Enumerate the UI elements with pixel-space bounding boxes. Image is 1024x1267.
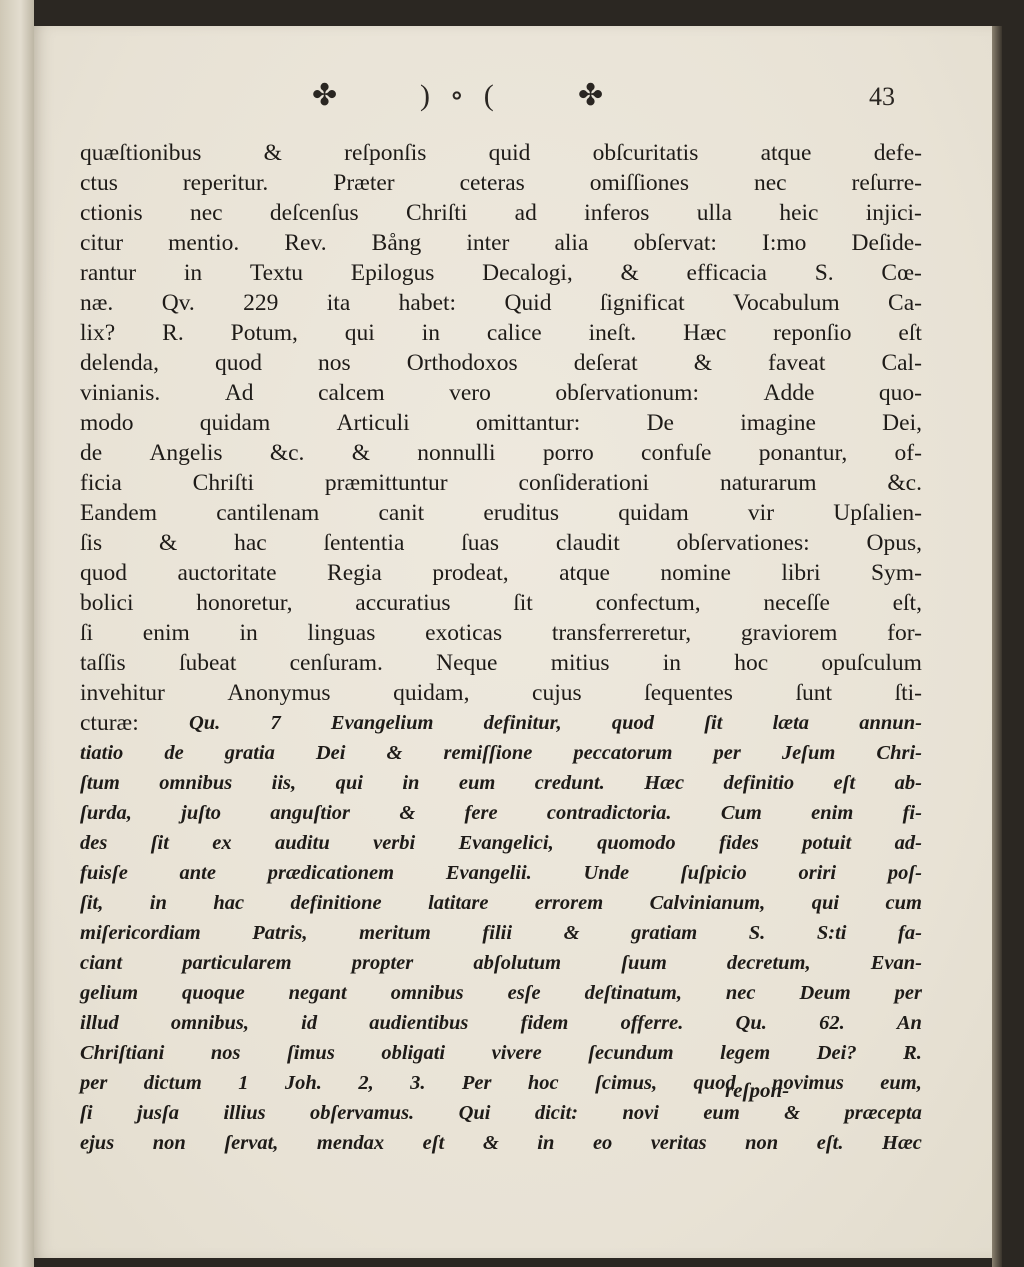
fleuron-left-icon: ✤ — [312, 79, 338, 112]
text-line: ſtum omnibus iis, qui in eum credunt. Hæc definitio eſt ab- — [80, 772, 922, 794]
text-line: ſi enim in linguas exoticas transferreretur, graviorem for- — [80, 620, 922, 646]
text-line: ctus reperitur. Præter ceteras omiſſiones nec reſurre- — [80, 170, 922, 196]
text-line: invehitur Anonymus quidam, cujus ſequentes ſunt ſti- — [80, 680, 922, 706]
previous-page-edge — [0, 0, 34, 1267]
text-line: ejus non ſervat, mendax eſt & in eo veritas non eſt. Hæc — [80, 1132, 922, 1154]
text-line: ſit, in hac definitione latitare errorem Calvinianum, qui cum — [80, 892, 922, 914]
text-line: per dictum 1 Joh. 2, 3. Per hoc ſcimus, quod novimus eum, — [80, 1072, 922, 1094]
text-line: taſſis ſubeat cenſuram. Neque mitius in hoc opuſculum — [80, 650, 922, 676]
text-line: miſericordiam Patris, meritum filii & gratiam S. S:ti fa- — [80, 922, 922, 944]
text-line: Eandem cantilenam canit eruditus quidam vir Upſalien- — [80, 500, 922, 526]
text-line: ficia Chriſti præmittuntur conſiderationi naturarum &c. — [80, 470, 922, 496]
text-line: vinianis. Ad calcem vero obſervationum: Adde quo- — [80, 380, 922, 406]
running-header — [300, 78, 920, 118]
text-line: rantur in Textu Epilogus Decalogi, & efficacia S. Cœ- — [80, 260, 922, 286]
text-line: quæſtionibus & reſponſis quid obſcuritatis atque defe- — [80, 140, 922, 166]
text-line: ſurda, juſto anguſtior & fere contradictoria. Cum enim fi- — [80, 802, 922, 824]
text-line: de Angelis &c. & nonnulli porro confuſe ponantur, of- — [80, 440, 922, 466]
text-line: gelium quoque negant omnibus esſe deſtinatum, nec Deum per — [80, 982, 922, 1004]
page-body-text — [80, 138, 922, 1158]
text-line: modo quidam Articuli omittantur: De imagine Dei, — [80, 410, 922, 436]
text-line: des ſit ex auditu verbi Evangelici, quomodo fides potuit ad- — [80, 832, 922, 854]
page-right-edge — [992, 26, 1002, 1267]
text-line: næ. Qv. 229 ita habet: Quid ſignificat Vocabulum Ca- — [80, 290, 922, 316]
text-line: delenda, quod nos Orthodoxos deſerat & faveat Cal- — [80, 350, 922, 376]
text-line: cturæ: Qu. 7 Evangelium definitur, quod ſit læta annun- — [80, 710, 922, 736]
text-line: lix? R. Potum, qui in calice ineſt. Hæc reponſio eſt — [80, 320, 922, 346]
text-line: quod auctoritate Regia prodeat, atque nomine libri Sym- — [80, 560, 922, 586]
fleuron-right-icon: ✤ — [578, 79, 604, 112]
text-line: tiatio de gratia Dei & remiſſione peccatorum per Jeſum Chri- — [80, 742, 922, 764]
catchword: reſpon- — [725, 1078, 790, 1102]
text-line: illud omnibus, id audientibus fidem offerre. Qu. 62. An — [80, 1012, 922, 1034]
text-line: ſi jusſa illius obſervamus. Qui dicit: novi eum & præcepta — [80, 1102, 922, 1124]
text-line: fuisſe ante prædicationem Evangelii. Unde ſuſpicio oriri poſ- — [80, 862, 922, 884]
text-line: bolici honoretur, accuratius ſit confectum, neceſſe eſt, — [80, 590, 922, 616]
text-line: Chriſtiani nos ſimus obligati vivere ſecundum legem Dei? R. — [80, 1042, 922, 1064]
text-line: ctionis nec deſcenſus Chriſti ad inferos ulla heic injici- — [80, 200, 922, 226]
text-line: ciant particularem propter abſolutum ſuum decretum, Evan- — [80, 952, 922, 974]
header-ornament-center: ) ∘ ( — [420, 79, 500, 112]
text-line: ſis & hac ſententia ſuas claudit obſervationes: Opus, — [80, 530, 922, 556]
page-number: 43 — [869, 82, 895, 111]
text-line: citur mentio. Rev. Bång inter alia obſervat: I:mo Deſide- — [80, 230, 922, 256]
